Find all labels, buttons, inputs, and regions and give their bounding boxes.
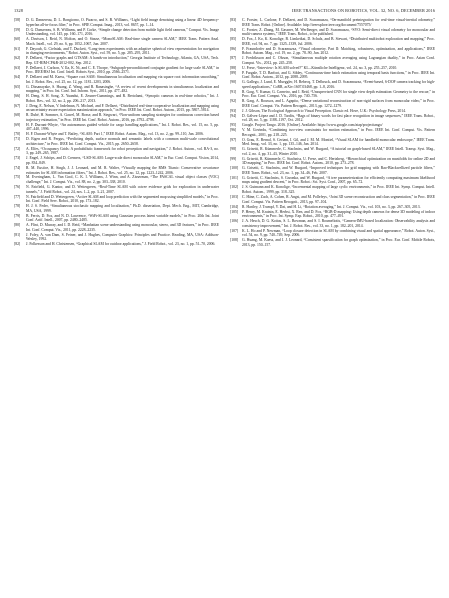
reference-entry [14, 137, 219, 146]
reference-entry [14, 147, 219, 156]
reference-text: D. G. Dansereau, D. L. Bongiorno, O. Pizarro, and S. B. Williams, “Light field image denoising using a linear 4D frequency-hyperfan all-in-focus filter,” in Proc. SPIE Comput. Imag., 2013, vol. 8657, pp. 1–14. [26, 18, 219, 27]
reference-number: [64] [14, 75, 21, 80]
reference-text: D. Fox, J. Ko, K. Konolige, B. Limketkai, D. Schulz, and B. Stewart, “Distributed multirobot exploration and mapping,” Proc. IEEE, vol. 94, no. 7, pp. 1325–1339, Jul. 2006. [242, 37, 435, 46]
reference-entry [14, 242, 219, 247]
reference-text: J. A. Hesch, D. G. Kottas, S. L. Bowman, and S. I. Roumeliotis, “Camera-IMU-based localization: Observability analysis and consistency improvement,” Int. J. Robot. Res., vol. 33, no. 1, pp. 182–201, 2014. [242, 219, 435, 228]
reference-text: A. Elfes, “Occupancy Grids: A probabilistic framework for robot perception and navigation,” J. Robot. Autom., vol. RA-3, no. 3, pp. 249–265, 1987. [26, 146, 219, 156]
reference-entry [230, 138, 435, 147]
reference-text: D. Gálvez-López and J. D. Tardós, “Bags of binary words for fast place recognition in image sequences,” IEEE Trans. Robot., vol. 28, no. 5, pp. 1188–1197, Oct. 2012. [242, 113, 435, 123]
reference-text: F. Dayoub, G. Cielniak, and T. Duckett, “Long-term experiments with an adaptive spherical view representation for navigation in changing environments,” Robot. Auton. Syst., vol. 59, no. 5, pp. 285–295, 2011. [26, 46, 219, 56]
reference-text: F. Fraundorfer and D. Scaramuzza, “Visual odometry. Part II: Matching, robustness, optimization, and applications,” IEEE Robot. Autom. Mag., vol. 19, no. 2, pp. 78–90, Jun. 2012. [242, 46, 435, 56]
reference-entry [14, 204, 219, 213]
reference-entry [230, 28, 435, 37]
reference-number: [70] [14, 132, 21, 137]
reference-number: [105] [230, 209, 239, 214]
journal-header: IEEE TRANSACTIONS ON ROBOTICS, VOL. 32, NO. 6, DECEMBER 2016 [292, 8, 435, 13]
reference-number: [96] [230, 128, 237, 133]
reference-text: R. M. Eustice, H. Singh, J. J. Leonard, and M. R. Walter, “Visually mapping the RMS Titanic: Conservative covariance estimates for SLAM information filters,” Int. J. Robot. Res., vol. 25, no. 12, pp. 1223–1242, 2006. [26, 165, 219, 175]
reference-entry [14, 214, 219, 223]
reference-number: [104] [230, 204, 239, 209]
reference-entry [230, 147, 435, 156]
reference-entry [230, 166, 435, 175]
reference-number: [83] [230, 18, 237, 22]
reference-entry [230, 114, 435, 123]
reference-text: B. Ferris, D. Fox, and N. D. Lawrence, “WiFi-SLAM using Gaussian process latent variable models,” in Proc. 20th Int. Joint Conf. Artif. Intell., 2007, pp. 2480–2485. [26, 213, 219, 223]
reference-text: A. Flint, D. Murray, and I. D. Reid, “Manhattan scene understanding using monocular, stereo, and 3D features,” in Proc. IEEE Int. Conf. Comput. Vis., 2011, pp. 2228–2235. [26, 223, 219, 232]
reference-number: [79] [14, 213, 21, 218]
reference-entry [14, 156, 219, 165]
references-right-column [230, 18, 435, 593]
reference-text: G. Grisetti, C. Stachniss, and W. Burgard, “Improved techniques for grid mapping with Rao-Blackwellized particle filters,” IEEE Trans. Robot., vol. 23, no. 1, pp. 34–46, Feb. 2007. [242, 166, 435, 175]
references-left-column [14, 18, 219, 593]
reference-number: [63] [14, 65, 21, 70]
reference-entry [14, 175, 219, 184]
reference-text: V. M. Govindu, “Combining two-view constraints for motion estimation,” in Proc. IEEE Int. Conf. Comput. Vis. Pattern Recognit., 2001, pp. 218–225. [242, 128, 435, 137]
reference-entry [14, 75, 219, 84]
reference-entry [14, 223, 219, 232]
reference-text: D. Eigen and R. Fergus, “Predicting depth, surface normals and semantic labels with a common multi-scale convolutional architecture,” in Proc. IEEE Int. Conf. Comput. Vis., 2015, pp. 2650–2658. [26, 137, 219, 146]
reference-text: P. Henry, M. Krainin, E. Herbst, X. Ren, and D. Fox, “RGB-D mapping: Using depth cameras for dense 3D modeling of indoor environments,” in Proc. Int. Symp. Exp. Robot., 2010, pp. 477–491. [242, 209, 435, 219]
reference-number: [76] [14, 185, 21, 190]
reference-entry [14, 56, 219, 65]
reference-number: [91] [230, 89, 237, 94]
reference-number: [97] [230, 137, 237, 142]
reference-entry [230, 185, 435, 194]
reference-entry [14, 166, 219, 175]
reference-number: [95] [230, 123, 237, 128]
reference-text: F. Dellaert and M. Kaess, “Square root SAM: Simultaneous localization and mapping via square root information smoothing,” Int. J. Robot. Res., vol. 25, no. 12, pp. 1181–1203, 2006. [26, 75, 219, 84]
reference-entry [14, 94, 219, 103]
reference-number: [80] [14, 223, 21, 228]
reference-number: [66] [14, 94, 21, 99]
reference-text: C. Forster, L. Carlone, F. Dellaert, and D. Scaramuzza, “On-manifold preintegration for real-time visual-inertial odometry,” IEEE Trans. Robot. [Online]. Available: http://ieeexplore.ieee.org/document/7557075/ [242, 18, 435, 27]
reference-entry [230, 99, 435, 108]
reference-number: [58] [14, 18, 21, 22]
reference-number: [88] [230, 65, 237, 70]
reference-entry [230, 80, 435, 89]
reference-number: [72] [14, 146, 21, 151]
reference-entry [14, 185, 219, 194]
reference-text: G. Dissanayake, S. Huang, Z. Wang, and R. Ranasinghe, “A review of recent developments in simultaneous localization and mapping,” in Proc. Int. Conf. Ind. Inform. Syst., 2011, pp. 477–482. [26, 84, 219, 94]
reference-number: [106] [230, 219, 239, 224]
reference-entry [230, 205, 435, 210]
reference-number: [86] [230, 46, 237, 51]
reference-number: [102] [230, 185, 239, 190]
reference-entry [230, 238, 435, 247]
reference-text: H. F. Durrant-Whyte, “An autonomous guided vehicle for cargo handling applications,” Int. J. Robot. Res., vol. 15, no. 5, pp. 407–440, 1996. [26, 122, 219, 132]
reference-text: R. Garg, A. Roussos, and L. Agapito, “Dense variational reconstruction of non-rigid surfaces from monocular video,” in Proc. IEEE Conf. Comput. Vis. Pattern Recognit., 2013, pp. 1272–1279. [242, 99, 435, 108]
reference-number: [99] [230, 156, 237, 161]
reference-text: A. Davison, I. Reid, N. Molton, and O. Stasse, “MonoSLAM: Real-time single camera SLAM,” IEEE Trans. Pattern Anal. Mach. Intell., vol. 29, no. 6, pp. 1052–1067, Jun. 2007. [26, 37, 219, 46]
reference-number: [74] [14, 165, 21, 170]
reference-text: P. Furgale, T. D. Barfoot, and G. Sibley, “Continuous-time batch estimation using temporal basis functions,” in Proc. IEEE Int. Conf. Robot. Autom., 2012, pp. 2088–2095. [242, 70, 435, 80]
reference-text: H. J. S. Feder, “Simultaneous stochastic mapping and localization,” Ph.D. dissertation, Dept. Mech. Eng., MIT, Cambridge, MA, USA, 1999. [26, 204, 219, 213]
reference-text: H. F. Durrant-Whyte and T. Bailey, “SLAM: Part 1,” IEEE Robot. Autom. Mag., vol. 13, no. 2, pp. 99–110, Jun. 2006. [26, 132, 204, 137]
reference-entry [230, 176, 435, 185]
reference-number: [68] [14, 113, 21, 118]
reference-entry [230, 128, 435, 137]
reference-number: [65] [14, 84, 21, 89]
reference-entry [230, 157, 435, 166]
reference-entry [230, 229, 435, 238]
reference-text: J. J. Gibson, The Ecological Approach to Visual Perception. Classic ed. Hove, U.K.: Psychology Press, 2014. [242, 108, 406, 113]
reference-entry [230, 37, 435, 46]
reference-text: R. Dubé, H. Sommer, A. Gawel, M. Bosse, and R. Siegwart, “Non-uniform sampling strategies for continuous correction based trajectory estimation,” in Proc. IEEE Int. Conf. Robot. Autom., 2016, pp. 4792–4798. [26, 113, 219, 122]
reference-text: J. S. Gutmann and K. Konolige, “Incremental mapping of large cyclic environments,” in Proc. IEEE Int. Symp. Comput. Intell. Robot. Autom., 1999, pp. 318–325. [242, 185, 435, 194]
reference-text: J. Folkesson and H. Christensen, “Graphical SLAM for outdoor applications,” J. Field Robot., vol. 23, no. 1, pp. 51–70, 2006. [26, 242, 216, 247]
reference-text: G. Gallego, J. Lund, E. Mueggler, H. Rebecq, T. Delbruck, and D. Scaramuzza, “Event-based, 6-DOF camera tracking for high-speed applications,” CoRR, arXiv:1607.03468, pp. 1–8, 2016. [242, 80, 435, 89]
reference-text: C. Häne, C. Zach, A. Cohen, R. Angst, and M. Pollefeys, “Joint 3D scene reconstruction and class segmentation,” in Proc. IEEE Conf. Comput. Vis. Pattern Recognit., 2013, pp. 97–104. [242, 194, 435, 204]
reference-entry [230, 18, 435, 27]
reference-entry [230, 210, 435, 219]
reference-entry [14, 18, 219, 27]
reference-number: [59] [14, 27, 21, 32]
reference-number: [85] [230, 37, 237, 42]
reference-number: [103] [230, 194, 239, 199]
reference-entry [14, 104, 219, 113]
reference-entry [230, 195, 435, 204]
reference-entry [14, 195, 219, 204]
reference-text: J. Foley, A. van Dam, S. Feiner, and J. Hughes, Computer Graphics: Principles and Practice. Reading, MA, USA: Addison-Wesley, 1992. [26, 232, 219, 242]
reference-columns [14, 18, 435, 593]
reference-text: N. Fairfield, G. Kantor, and D. Wettergreen, “Real-Time SLAM with octree evidence grids for exploration in underwater tunnels,” J. Field Robot., vol. 24, nos. 1–2, pp. 3–21, 2007. [26, 185, 219, 194]
reference-text: G. Grisetti, R. Kümmerle, C. Stachniss, and W. Burgard, “A tutorial on graph-based SLAM,” IEEE Intell. Transp. Syst. Mag., vol. 2, no. 4, pp. 31–43, Winter 2010. [242, 147, 435, 156]
reference-text: O. Grau, E. Bernal, S. Ceriani, I. Gil, and J. M. M. Montiel, “Visual SLAM for handheld monocular endoscope,” IEEE Trans. Med. Imag., vol. 33, no. 1, pp. 135–146, Jan. 2014. [242, 137, 435, 147]
reference-text: U. Frese, “Interview: Is SLAM solved?” KI—Künstliche Intelligenz, vol. 24, no. 3, pp. 255–257, 2010. [242, 65, 398, 70]
running-header [14, 8, 435, 18]
reference-entry [230, 90, 435, 99]
reference-number: [107] [230, 228, 239, 233]
reference-number: [93] [230, 108, 237, 113]
reference-text: R. Hartley, J. Trumpf, Y. Dai, and H. Li, “Rotation averaging,” Int. J. Comput. Vis., vol. 103, no. 3, pp. 267–305, 2013. [242, 204, 421, 209]
reference-number: [89] [230, 70, 237, 75]
reference-text: G. Grisetti, C. Stachniss, S. Grzonka, and W. Burgard, “A tree parameterization for efficiently computing maximum likelihood maps using gradient descent,” in Proc. Robot.: Sci. Syst. Conf., 2007, pp. 65–72. [242, 175, 435, 185]
reference-number: [98] [230, 147, 237, 152]
reference-number: [87] [230, 56, 237, 61]
reference-number: [73] [14, 156, 21, 161]
reference-entry [230, 71, 435, 80]
reference-entry [230, 56, 435, 65]
reference-entry [14, 233, 219, 242]
reference-text: K. L. Ho and P. Newman, “Loop closure detection in SLAM by combining visual and spatial appearance,” Robot. Auton. Syst., vol. 54, no. 9, pp. 740–749, Sep. 2006. [242, 228, 435, 238]
reference-text: J. Deng, E. Nelson, V. Indelman, N. Michael, and F. Dellaert, “Distributed real-time cooperative localization and mapping using an uncertainty-aware expectation maximization approach,” in Proc. IEEE Int. Conf. Robot. Autom., 2015, pp. 5807–5814. [26, 103, 219, 113]
reference-number: [82] [14, 242, 21, 247]
reference-number: [90] [230, 80, 237, 85]
reference-entry [230, 66, 435, 71]
reference-number: [75] [14, 175, 21, 180]
reference-entry [14, 37, 219, 46]
reference-number: [71] [14, 137, 21, 142]
reference-number: [92] [230, 99, 237, 104]
reference-entry [230, 47, 435, 56]
reference-number: [84] [230, 27, 237, 32]
reference-number: [100] [230, 166, 239, 171]
reference-text: G. Grisetti, R. Kümmerle, C. Stachniss, U. Frese, and C. Hertzberg, “Hierarchical optimization on manifolds for online 2D and 3D mapping,” in Proc. IEEE Int. Conf. Robot. Autom., 2010, pp. 273–278. [242, 156, 435, 166]
reference-entry [14, 28, 219, 37]
reference-text: H. Deng, S. H. Song, X. Yuandui, E. Zeuner-Cummings, and R. Bertolami, “Synoptic cameras in real-time robotics,” Int. J. Robot. Res., vol. 32, no. 2, pp. 206–217, 2013. [26, 94, 219, 103]
reference-entry [14, 66, 219, 75]
reference-number: [62] [14, 56, 21, 61]
reference-number: [67] [14, 103, 21, 108]
reference-entry [230, 109, 435, 114]
reference-number: [61] [14, 46, 21, 51]
reference-number: [81] [14, 232, 21, 237]
reference-text: Google. Project Tango. 2016. [Online]. Available: https://www.google.com/atap/projecttango/ [242, 123, 383, 128]
reference-text: N. Fairfield and D. Wettergreen, “Active SLAM and loop prediction with the segmented map using simplified models,” in Proc. Int. Conf. Field Serv. Robot., 2010, pp. 173–182. [26, 194, 219, 204]
reference-entry [230, 219, 435, 228]
reference-text: R. Garg, V. Kumar, G. Carneiro, and I. Reid, “Unsupervised CNN for single view depth estimation: Geometry to the rescue,” in Proc. Eur. Conf. Comput. Vis., 2016, pp. 740–756. [242, 89, 435, 99]
reference-entry [14, 113, 219, 122]
reference-number: [108] [230, 238, 239, 243]
reference-number: [69] [14, 122, 21, 127]
reference-entry [14, 85, 219, 94]
reference-entry [14, 123, 219, 132]
reference-text: J. Engel, J. Schöps, and D. Cremers, “LSD-SLAM: Large-scale direct monocular SLAM,” in Eur. Conf. Comput. Vision, 2014, pp. 834–849. [26, 156, 219, 165]
reference-number: [60] [14, 37, 21, 42]
reference-number: [101] [230, 175, 239, 180]
reference-text: J. Fredriksson and C. Olsson, “Simultaneous multiple rotation averaging using Lagrangian duality,” in Proc. Asian Conf. Comput. Vis., 2012, pp. 245–258. [242, 56, 435, 65]
reference-text: D. G. Dansereau, S. B. Williams, and P. Corke, “Simple change detection from mobile light field cameras,” Comput. Vis. Image Understanding, vol. 145, pp. 160–171, 2016. [26, 27, 219, 37]
reference-number: [78] [14, 204, 21, 209]
reference-text: C. Forster, Z. Zhang, M. Gassner, M. Werlberger, and D. Scaramuzza, “SVO: Semi-direct visual odometry for monocular and multi-camera systems,” IEEE Trans. Robot., to be published. [242, 27, 435, 37]
reference-number: [94] [230, 113, 237, 118]
reference-text: F. Dellaert, “Factor graphs and GTSAM: A hands-on introduction,” Georgia Institute of Technology, Atlanta, GA, USA, Tech. Rep. GT-RIM-CP&R-2012-002, Sep. 2012. [26, 56, 219, 65]
reference-number: [77] [14, 194, 21, 199]
reference-text: M. Everingham, L. Van Gool, C. K. I. Williams, J. Winn, and A. Zisserman, “The PASCAL visual object classes (VOC) challenge,” Int. J. Comput. Vis., vol. 88, no. 2, pp. 303–338, 2010. [26, 175, 219, 185]
page-number: 1328 [14, 8, 23, 13]
reference-text: F. Dellaert, J. Carlson, V. Ila, K. Ni, and C. E. Thorpe, “Subgraph-preconditioned conjugate gradient for large scale SLAM,” in Proc. IEEE/RSJ Int. Conf. Intell. Robots Syst., 2010, pp. 2566–2571. [26, 65, 219, 75]
reference-entry [14, 47, 219, 56]
reference-text: G. Huang, M. Kaess, and J. J. Leonard, “Consistent sparsification for graph optimization,” in Proc. Eur. Conf. Mobile Robots, 2013, pp. 150–157. [242, 238, 435, 247]
